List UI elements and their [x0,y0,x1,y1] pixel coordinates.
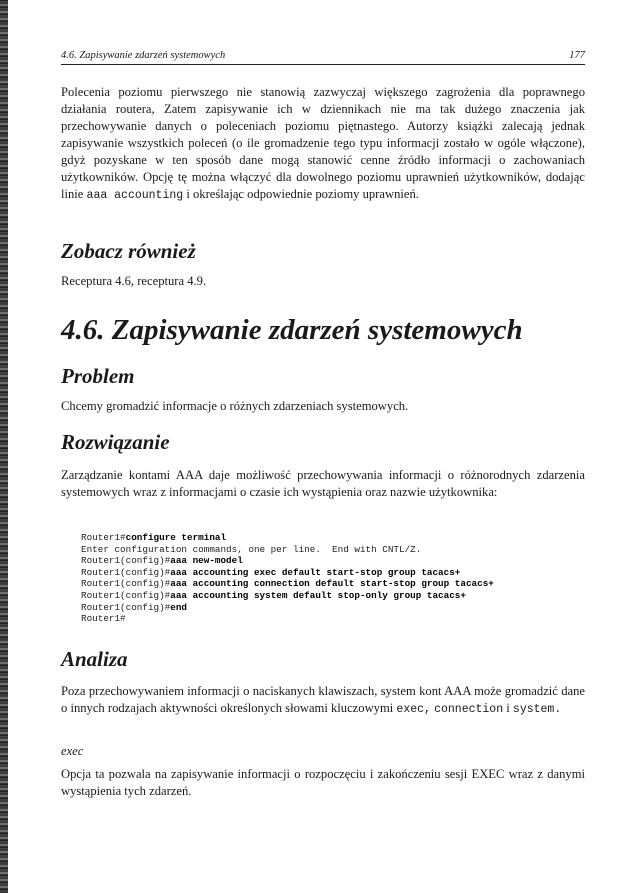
code-prompt: Router1(config)# [81,566,171,578]
see-also-section [61,239,585,263]
intro-text-end: i określając odpowiednie poziomy uprawnień. [186,187,419,201]
analysis-text: Poza przechowywaniem informacji o naciskanych klawiszach, system kont AAA może gromadzić dane o innych rodzajach aktywności określonych słowami kluczowymi [61,684,585,715]
code-line [81,555,243,566]
running-head [61,50,585,65]
code-line [81,578,494,589]
code-command: configure terminal [125,532,227,543]
code-prompt: Router1(config)# [81,555,171,567]
problem-block [61,398,585,415]
solution-block [61,467,585,501]
code-prompt: Enter configuration commands, one per line. End with CNTL/Z. [81,543,422,555]
exec-term-label: exec [61,744,84,758]
code-command: aaa accounting connection default start-stop group tacacs+ [170,578,494,590]
code-line [81,532,226,543]
code-prompt: Router1# [81,532,126,543]
intro-paragraph [61,84,585,204]
analysis-block [61,683,585,718]
code-line [81,567,460,578]
page-number: 177 [569,50,585,61]
code-prompt: Router1# [81,613,126,625]
solution-heading-block [61,430,585,454]
analysis-heading: Analiza [61,647,128,671]
problem-heading: Problem [61,364,135,388]
section-title-block [61,314,585,346]
code-line [81,602,187,613]
see-also-heading: Zobacz również [61,239,196,263]
code-command: aaa new-model [170,555,243,567]
code-prompt: Router1(config)# [81,589,171,601]
keyword-exec: exec, [396,703,431,716]
analysis-conj: i [506,701,510,715]
code-prompt: Router1(config)# [81,578,171,590]
see-also-text: Receptura 4.6, receptura 4.9. [61,274,207,288]
code-line [81,613,126,624]
intro-code: aaa accounting [86,189,184,202]
analysis-heading-block [61,647,585,671]
code-listing [81,532,585,625]
code-block [81,532,585,625]
solution-heading: Rozwiązanie [61,430,170,454]
code-line [81,544,421,555]
intro-text: Polecenia poziomu pierwszego nie stanowią zazwyczaj większego zagrożenia dla poprawnego działania routera, Zatem zapisywanie ich w dziennikach nie ma tak dużego znaczenia jak przechowywanie danych o poleceniach poziomu piętnastego. Autorzy książki zalecają jednak zapisywanie wszystkich poleceń (o ile gromadzenie tego typu informacji zostało w ogóle włączone), gdyż pozyskane w ten sposób dane mogą stanowić cenne źródło informacji o zachowaniach użytkowników. Opcję tę można włączyć dla dowolnego poziomu uprawnień użytkowników, dodając linie [61,85,585,201]
running-head-title: 4.6. Zapisywanie zdarzeń systemowych [61,50,226,61]
keyword-connection: connection [434,703,504,716]
code-command: end [170,601,188,613]
see-also-block [61,273,585,290]
solution-text: Zarządzanie kontami AAA daje możliwość przechowywania informacji o różnorodnych zdarzenia systemowych wraz z informacjami o czasie ich wystąpienia oraz nazwie użytkownika: [61,468,585,499]
code-prompt: Router1(config)# [81,601,171,613]
section-title: 4.6. Zapisywanie zdarzeń systemowych [61,314,523,346]
exec-term-block [61,742,585,760]
exec-description-block [61,766,585,800]
scanned-binding-edge [0,0,8,893]
problem-heading-block [61,364,585,388]
exec-description: Opcja ta pozwala na zapisywanie informacji o rozpoczęciu i zakończeniu sesji EXEC wraz z danymi wystąpienia tych zdarzeń. [61,767,585,798]
code-command: aaa accounting exec default start-stop group tacacs+ [170,566,461,578]
code-line [81,590,466,601]
code-command: aaa accounting system default stop-only group tacacs+ [170,589,466,601]
problem-text: Chcemy gromadzić informacje o różnych zdarzeniach systemowych. [61,399,409,413]
keyword-system: system. [512,703,562,716]
